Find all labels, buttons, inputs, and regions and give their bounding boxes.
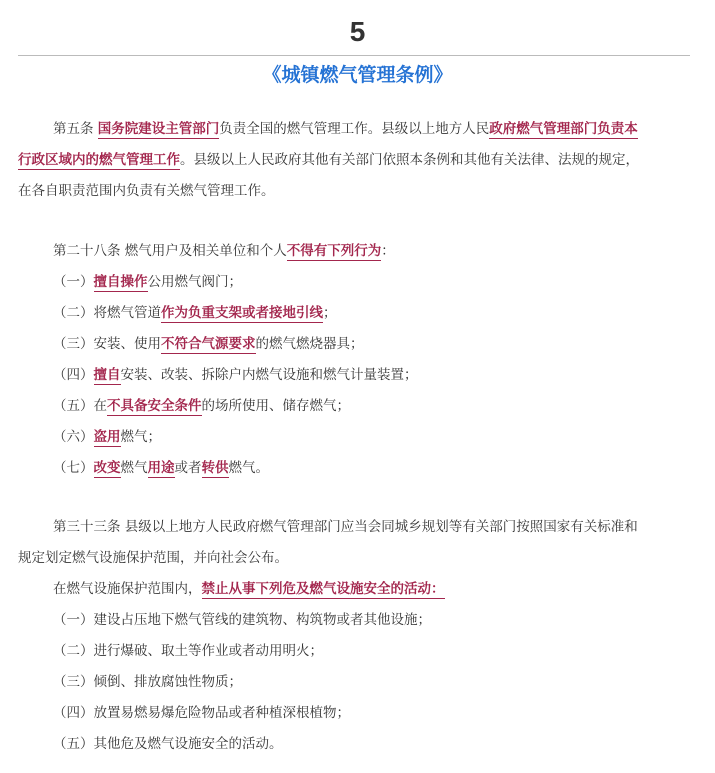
- article33-item4: （四）放置易燃易爆危险物品或者种植深根植物；: [53, 705, 350, 721]
- highlight: 政府燃气管理部门负责本: [489, 121, 638, 137]
- highlight: 禁止从事下列危及燃气设施安全的活动：: [201, 581, 445, 597]
- highlight: 国务院建设主管部门: [97, 121, 220, 137]
- page-number: 5: [349, 16, 366, 47]
- article28-item6: （六）盗用燃气；: [53, 429, 161, 445]
- article28-item7: （七）改变燃气用途或者转供燃气。: [53, 460, 269, 476]
- article33-item5: （五）其他危及燃气设施安全的活动。: [53, 736, 283, 752]
- document-title: 《城镇燃气管理条例》: [262, 64, 453, 86]
- article33-item2: （二）进行爆破、取土等作业或者动用明火；: [53, 643, 323, 659]
- highlight: 改变: [93, 460, 121, 476]
- article28-item3: （三）安装、使用不符合气源要求的燃气燃烧器具；: [53, 336, 364, 352]
- article5-line2: 行政区域内的燃气管理工作。县级以上人民政府其他有关部门依照本条例和其他有关法律、法规的规定，: [18, 152, 639, 168]
- highlight: 盗用: [93, 429, 121, 445]
- article33-line1: 第三十三条 县级以上地方人民政府燃气管理部门应当会同城乡规划等有关部门按照国家有关标准和: [53, 519, 638, 535]
- article33-line3: 在燃气设施保护范围内，禁止从事下列危及燃气设施安全的活动：: [53, 581, 445, 597]
- article5-line3: 在各自职责范围内负责有关燃气管理工作。: [18, 183, 275, 199]
- highlight: 不得有下列行为: [286, 243, 382, 259]
- article33-item1: （一）建设占压地下燃气管线的建筑物、构筑物或者其他设施；: [53, 612, 431, 628]
- article28-intro: 第二十八条 燃气用户及相关单位和个人不得有下列行为：: [53, 243, 395, 259]
- article5-line1: 第五条 国务院建设主管部门负责全国的燃气管理工作。县级以上地方人民政府燃气管理部门负责本: [53, 121, 638, 137]
- highlight: 作为负重支架或者接地引线: [161, 305, 323, 321]
- article28-item1: （一）擅自操作公用燃气阀门；: [53, 274, 242, 290]
- highlight: 不具备安全条件: [107, 398, 202, 414]
- divider: [18, 55, 690, 56]
- article28-item4: （四）擅自安装、改装、拆除户内燃气设施和燃气计量装置；: [53, 367, 418, 383]
- article28-item2: （二）将燃气管道作为负重支架或者接地引线；: [53, 305, 337, 321]
- highlight: 用途: [147, 460, 175, 476]
- highlight: 行政区域内的燃气管理工作: [18, 152, 180, 168]
- article33-line2: 规定划定燃气设施保护范围，并向社会公布。: [18, 550, 288, 566]
- highlight: 转供: [201, 460, 229, 476]
- highlight: 擅自操作: [93, 274, 148, 290]
- highlight: 不符合气源要求: [161, 336, 256, 352]
- highlight: 擅自: [93, 367, 121, 383]
- article33-item3: （三）倾倒、排放腐蚀性物质；: [53, 674, 242, 690]
- article28-item5: （五）在不具备安全条件的场所使用、储存燃气；: [53, 398, 350, 414]
